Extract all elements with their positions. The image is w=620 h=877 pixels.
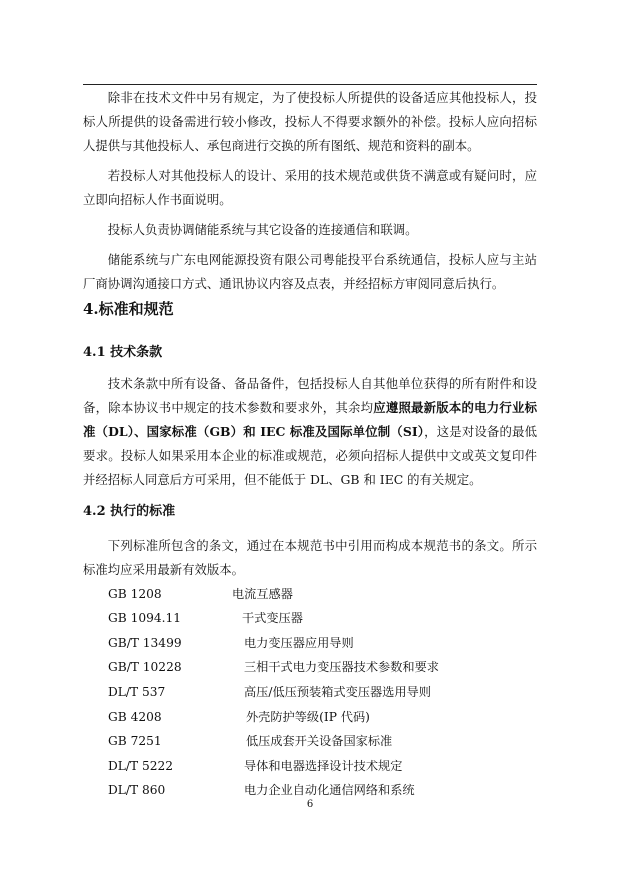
section-4-1-title: 4.1 技术条款	[83, 345, 163, 360]
standard-code: GB/T 10228	[108, 660, 182, 674]
section-4-1-heading-wrap	[83, 343, 537, 363]
section-4-2-title: 4.2 执行的标准	[83, 504, 176, 519]
paragraph-compensation: 除非在技术文件中另有规定，为了使投标人所提供的设备适应其他投标人，投标人所提供的设备需进行较小修改，投标人不得要求额外的补偿。投标人应向招标人提供与其他投标人、承包商进行交换的所有图纸、规范和资料的副本。	[83, 90, 537, 153]
intro-paragraphs	[83, 86, 537, 296]
standard-name: 三相干式电力变压器技术参数和要求	[244, 660, 439, 674]
standard-name: 电力企业自动化通信网络和系统	[244, 783, 415, 797]
standard-code: GB 1208	[108, 587, 162, 601]
paragraph-communication: 储能系统与广东电网能源投资有限公司粤能投平台系统通信，投标人应与主站厂商协调沟通接口方式、通讯协议内容及点表，并经招标方审阅同意后执行。	[83, 252, 537, 291]
paragraph-coordination: 投标人负责协调储能系统与其它设备的连接通信和联调。	[107, 222, 418, 237]
standard-name: 外壳防护等级(IP 代码)	[246, 710, 370, 724]
paragraph-standards-intro: 下列标准所包含的条文，通过在本规范书中引用而构成本规范书的条文。所示标准均应采用最新有效版本。	[83, 538, 537, 577]
standard-code: GB/T 13499	[108, 636, 182, 650]
standard-code: GB 7251	[108, 734, 162, 748]
standard-name: 电力变压器应用导则	[244, 636, 354, 650]
header-rule	[83, 84, 537, 85]
section-4-2-body	[83, 534, 537, 582]
section-4-1-body	[83, 372, 537, 492]
page-number: 6	[306, 799, 314, 810]
paragraph-technical-terms	[83, 372, 537, 492]
terms-text-bold: 应遵照最新版本的电力行业标准（DL）、国家标准（GB）和 IEC 标准及国际单位制（SI）	[83, 400, 538, 439]
section-4-2-heading-wrap	[83, 502, 537, 522]
standard-name: 高压/低压预装箱式变压器选用导则	[244, 685, 431, 699]
standard-name: 低压成套开关设备国家标准	[246, 734, 393, 748]
standard-name: 电流互感器	[232, 587, 293, 601]
standard-code: GB 4208	[108, 710, 162, 724]
standard-name: 导体和电器选择设计技术规定	[244, 759, 403, 773]
terms-text-b: ，这是对设备的最低要求。投标人如果采用本企业的标准或规范，必须向招标人提供中文或英文复印件并经招标人同意后方可采用，但不能低于 DL、GB 和 IEC 的有关规定。	[83, 424, 537, 487]
standard-code: DL/T 860	[108, 783, 166, 797]
paragraph-written-notice: 若投标人对其他投标人的设计、采用的技术规范或供货不满意或有疑问时，应立即向招标人作书面说明。	[83, 168, 537, 207]
section-4-heading-wrap	[83, 298, 537, 320]
standard-code: GB 1094.11	[108, 611, 181, 625]
section-4-title: 4.标准和规范	[83, 300, 174, 318]
standard-name: 干式变压器	[242, 611, 303, 625]
standard-code: DL/T 5222	[108, 759, 173, 773]
terms-text-a: 技术条款中所有设备、备品备件，包括投标人自其他单位获得的所有附件和设备，除本协议书中规定的技术参数和要求外，其余均	[83, 376, 537, 415]
standard-code: DL/T 537	[108, 685, 166, 699]
